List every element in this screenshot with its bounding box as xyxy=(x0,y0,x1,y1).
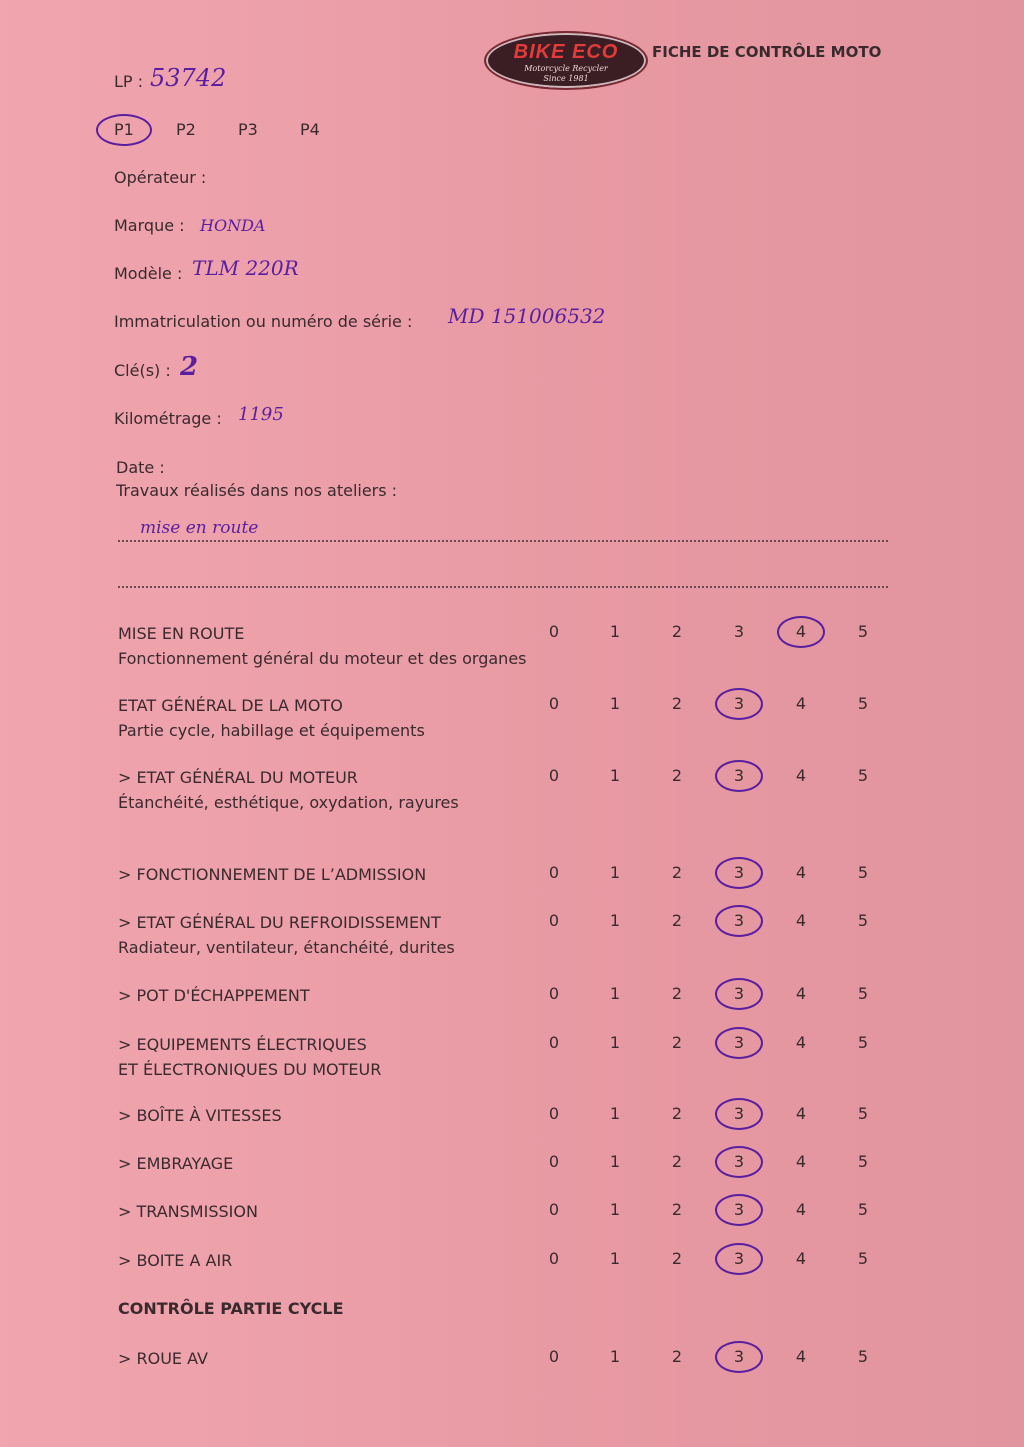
cycle-item-1-score-3[interactable]: 3 xyxy=(733,1347,745,1366)
lp-value: 53742 xyxy=(150,64,227,92)
section-10-score-1[interactable]: 1 xyxy=(609,1200,621,1219)
section-4-score-0[interactable]: 0 xyxy=(548,863,560,882)
section-7-score-5[interactable]: 5 xyxy=(857,1033,869,1052)
section-11-score-2[interactable]: 2 xyxy=(671,1249,683,1268)
section-5-score-2[interactable]: 2 xyxy=(671,911,683,930)
section-2-score-2[interactable]: 2 xyxy=(671,694,683,713)
section-11-score-0[interactable]: 0 xyxy=(548,1249,560,1268)
cycle-item-1-selected-circle xyxy=(715,1341,763,1373)
section-2-score-3[interactable]: 3 xyxy=(733,694,745,713)
section-10-selected-circle xyxy=(715,1194,763,1226)
section-11-score-4[interactable]: 4 xyxy=(795,1249,807,1268)
lp-label: LP : xyxy=(114,72,144,91)
works-line-1 xyxy=(118,540,888,542)
section-1-score-2[interactable]: 2 xyxy=(671,622,683,641)
section-5-subtitle: Radiateur, ventilateur, étanchéité, durites xyxy=(118,938,455,957)
section-3-score-2[interactable]: 2 xyxy=(671,766,683,785)
section-8-title: > BOÎTE À VITESSES xyxy=(118,1106,282,1125)
section-8-score-1[interactable]: 1 xyxy=(609,1104,621,1123)
section-2-score-4[interactable]: 4 xyxy=(795,694,807,713)
brand-value[interactable]: HONDA xyxy=(200,216,266,235)
section-4-score-4[interactable]: 4 xyxy=(795,863,807,882)
section-1-score-0[interactable]: 0 xyxy=(548,622,560,641)
section-3-score-5[interactable]: 5 xyxy=(857,766,869,785)
position-p4[interactable]: P4 xyxy=(300,120,320,139)
section-1-score-1[interactable]: 1 xyxy=(609,622,621,641)
section-3-score-3[interactable]: 3 xyxy=(733,766,745,785)
date-label: Date : xyxy=(116,458,165,477)
bike-eco-logo xyxy=(484,31,648,90)
cycle-item-1-score-0[interactable]: 0 xyxy=(548,1347,560,1366)
section-1-score-3[interactable]: 3 xyxy=(733,622,745,641)
keys-label: Clé(s) : xyxy=(114,361,171,380)
section-3-score-4[interactable]: 4 xyxy=(795,766,807,785)
keys-value[interactable]: 2 xyxy=(180,352,199,382)
section-5-score-1[interactable]: 1 xyxy=(609,911,621,930)
works-line-2 xyxy=(118,586,888,588)
cycle-item-1-score-2[interactable]: 2 xyxy=(671,1347,683,1366)
section-2-score-1[interactable]: 1 xyxy=(609,694,621,713)
section-4-title: > FONCTIONNEMENT DE L’ADMISSION xyxy=(118,865,427,884)
section-7-title: > EQUIPEMENTS ÉLECTRIQUES xyxy=(118,1035,367,1054)
section-9-score-3[interactable]: 3 xyxy=(733,1152,745,1171)
cycle-item-1-score-4[interactable]: 4 xyxy=(795,1347,807,1366)
section-10-score-5[interactable]: 5 xyxy=(857,1200,869,1219)
section-11-title: > BOITE A AIR xyxy=(118,1251,233,1270)
section-7-selected-circle xyxy=(715,1027,763,1059)
section-2-score-5[interactable]: 5 xyxy=(857,694,869,713)
section-9-score-4[interactable]: 4 xyxy=(795,1152,807,1171)
section-1-score-4[interactable]: 4 xyxy=(795,622,807,641)
form-title: FICHE DE CONTRÔLE MOTO xyxy=(652,43,882,61)
section-10-title: > TRANSMISSION xyxy=(118,1202,258,1221)
section-1-selected-circle xyxy=(777,616,825,648)
serial-label: Immatriculation ou numéro de série : xyxy=(114,312,413,331)
cycle-item-1-score-5[interactable]: 5 xyxy=(857,1347,869,1366)
section-11-selected-circle xyxy=(715,1243,763,1275)
logo-since: Since 1981 xyxy=(543,74,589,83)
section-3-selected-circle xyxy=(715,760,763,792)
section-3-score-0[interactable]: 0 xyxy=(548,766,560,785)
section-1-score-5[interactable]: 5 xyxy=(857,622,869,641)
operator-label: Opérateur : xyxy=(114,168,207,187)
cycle-item-1-score-1[interactable]: 1 xyxy=(609,1347,621,1366)
logo-tagline: Motorcycle Recycler xyxy=(524,64,608,73)
section-6-score-2[interactable]: 2 xyxy=(671,984,683,1003)
section-2-score-0[interactable]: 0 xyxy=(548,694,560,713)
section-4-score-3[interactable]: 3 xyxy=(733,863,745,882)
section-9-selected-circle xyxy=(715,1146,763,1178)
section-7-score-4[interactable]: 4 xyxy=(795,1033,807,1052)
section-10-score-0[interactable]: 0 xyxy=(548,1200,560,1219)
section-5-score-0[interactable]: 0 xyxy=(548,911,560,930)
section-4-score-5[interactable]: 5 xyxy=(857,863,869,882)
position-p1[interactable]: P1 xyxy=(114,120,134,139)
section-5-score-3[interactable]: 3 xyxy=(733,911,745,930)
section-9-score-2[interactable]: 2 xyxy=(671,1152,683,1171)
section-9-title: > EMBRAYAGE xyxy=(118,1154,234,1173)
section-3-title: > ETAT GÉNÉRAL DU MOTEUR xyxy=(118,768,358,787)
section-6-title: > POT D'ÉCHAPPEMENT xyxy=(118,986,310,1005)
model-value[interactable]: TLM 220R xyxy=(192,256,299,280)
section-2-selected-circle xyxy=(715,688,763,720)
section-11-score-1[interactable]: 1 xyxy=(609,1249,621,1268)
section-8-score-5[interactable]: 5 xyxy=(857,1104,869,1123)
section-2-subtitle: Partie cycle, habillage et équipements xyxy=(118,721,425,740)
section-11-score-3[interactable]: 3 xyxy=(733,1249,745,1268)
works-label: Travaux réalisés dans nos ateliers : xyxy=(116,481,398,500)
section-9-score-5[interactable]: 5 xyxy=(857,1152,869,1171)
section-6-score-1[interactable]: 1 xyxy=(609,984,621,1003)
section-11-score-5[interactable]: 5 xyxy=(857,1249,869,1268)
section-8-score-3[interactable]: 3 xyxy=(733,1104,745,1123)
position-p2[interactable]: P2 xyxy=(176,120,196,139)
section-7-score-2[interactable]: 2 xyxy=(671,1033,683,1052)
cycle-item-1-title: > ROUE AV xyxy=(118,1349,208,1368)
section-7-subtitle: ET ÉLECTRONIQUES DU MOTEUR xyxy=(118,1060,382,1079)
section-2-title: ETAT GÉNÉRAL DE LA MOTO xyxy=(118,696,343,715)
section-3-subtitle: Étanchéité, esthétique, oxydation, rayures xyxy=(118,793,459,812)
section-8-selected-circle xyxy=(715,1098,763,1130)
section-7-score-0[interactable]: 0 xyxy=(548,1033,560,1052)
section-8-score-2[interactable]: 2 xyxy=(671,1104,683,1123)
section-5-selected-circle xyxy=(715,905,763,937)
section-5-score-4[interactable]: 4 xyxy=(795,911,807,930)
section-9-score-1[interactable]: 1 xyxy=(609,1152,621,1171)
section-1-subtitle: Fonctionnement général du moteur et des organes xyxy=(118,649,527,668)
mileage-label: Kilométrage : xyxy=(114,409,222,428)
position-p3[interactable]: P3 xyxy=(238,120,258,139)
brand-label: Marque : xyxy=(114,216,185,235)
section-6-score-4[interactable]: 4 xyxy=(795,984,807,1003)
section-4-score-2[interactable]: 2 xyxy=(671,863,683,882)
section-8-score-4[interactable]: 4 xyxy=(795,1104,807,1123)
section-3-score-1[interactable]: 1 xyxy=(609,766,621,785)
section-9-score-0[interactable]: 0 xyxy=(548,1152,560,1171)
logo-text: BIKE ECO xyxy=(513,41,619,63)
section-7-score-1[interactable]: 1 xyxy=(609,1033,621,1052)
section-6-score-0[interactable]: 0 xyxy=(548,984,560,1003)
section-1-title: MISE EN ROUTE xyxy=(118,624,245,643)
model-label: Modèle : xyxy=(114,264,183,283)
serial-value[interactable]: MD 151006532 xyxy=(448,304,606,328)
section-6-selected-circle xyxy=(715,978,763,1010)
section-7-score-3[interactable]: 3 xyxy=(733,1033,745,1052)
section-6-score-5[interactable]: 5 xyxy=(857,984,869,1003)
section-10-score-3[interactable]: 3 xyxy=(733,1200,745,1219)
section-10-score-2[interactable]: 2 xyxy=(671,1200,683,1219)
section-6-score-3[interactable]: 3 xyxy=(733,984,745,1003)
section-5-title: > ETAT GÉNÉRAL DU REFROIDISSEMENT xyxy=(118,913,441,932)
section-4-selected-circle xyxy=(715,857,763,889)
cycle-heading: CONTRÔLE PARTIE CYCLE xyxy=(118,1299,344,1318)
mileage-value[interactable]: 1195 xyxy=(238,404,284,425)
section-10-score-4[interactable]: 4 xyxy=(795,1200,807,1219)
section-4-score-1[interactable]: 1 xyxy=(609,863,621,882)
section-5-score-5[interactable]: 5 xyxy=(857,911,869,930)
works-value[interactable]: mise en route xyxy=(140,518,259,538)
section-8-score-0[interactable]: 0 xyxy=(548,1104,560,1123)
